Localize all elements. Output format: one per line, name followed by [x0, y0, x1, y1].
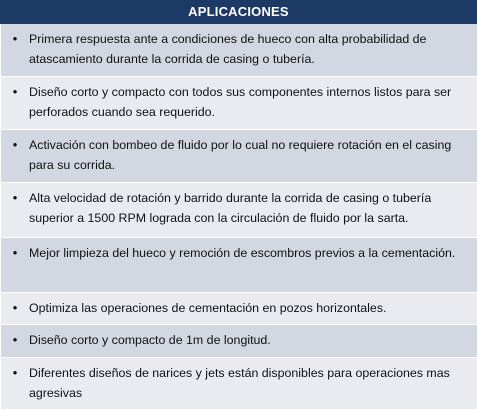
list-item-text: Diferentes diseños de narices y jets están disponibles para operaciones mas agresivas: [29, 366, 450, 400]
list-item: [1, 238, 477, 293]
bullet-icon: •: [12, 31, 18, 46]
list-item-text: Optimiza las operaciones de cementación en pozos horizontales.: [29, 301, 387, 315]
list-item: [1, 358, 477, 410]
list-item-text: Activación con bombeo de fluido por lo cual no requiere rotación en el casing para su corrida.: [29, 138, 452, 172]
table-body: [0, 24, 477, 410]
bullet-icon: •: [12, 245, 18, 260]
bullet-icon: •: [12, 365, 18, 380]
list-item-text: Diseño corto y compacto de 1m de longitud.: [29, 333, 271, 347]
bullet-icon: •: [12, 300, 18, 315]
bullet-icon: •: [12, 332, 18, 347]
table-header: APLICACIONES: [0, 0, 477, 24]
bullet-icon: •: [12, 84, 18, 99]
list-item: [1, 183, 477, 238]
list-item: [1, 293, 477, 325]
list-item: [1, 24, 477, 77]
list-item-text: Mejor limpieza del hueco y remoción de escombros previos a la cementación.: [29, 246, 456, 260]
list-item: [1, 77, 477, 130]
list-item-text: Diseño corto y compacto con todos sus componentes internos listos para ser perforados cuando sea requerido.: [29, 85, 452, 119]
bullet-icon: •: [12, 190, 18, 205]
list-item-text: Primera respuesta ante a condiciones de hueco con alta probabilidad de atascamiento durante la corrida de casing o tubería.: [29, 32, 427, 66]
list-item: [1, 130, 477, 183]
list-item: [1, 325, 477, 358]
list-item-text: Alta velocidad de rotación y barrido durante la corrida de casing o tubería superior a 1500 RPM lograda con la circulación de fluido por la sarta.: [29, 191, 432, 225]
bullet-icon: •: [12, 137, 18, 152]
